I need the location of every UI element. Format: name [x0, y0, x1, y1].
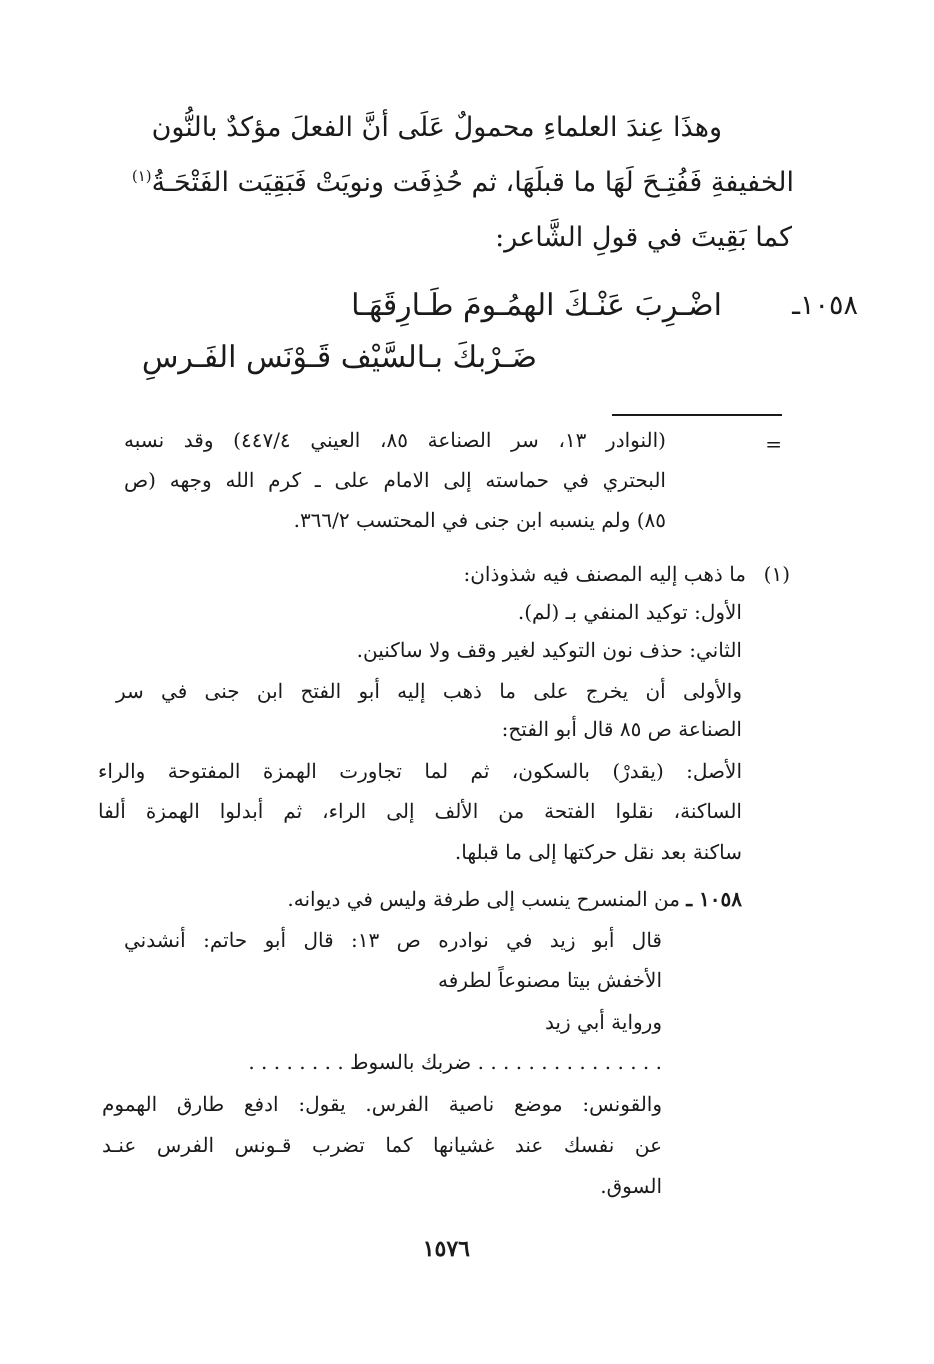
verse-number: ١٠٥٨ـ — [792, 290, 858, 321]
footnote-1058-line-4: والقونس: موضع ناصية الفرس. يقول: ادفع طارق الهموم — [102, 1092, 662, 1116]
footnote-1-line-3: والأولى أن يخرج على ما ذهب إليه أبو الفتح ابن جنى في سر — [116, 679, 742, 703]
footnote-1058-line-3: ورواية أبي زيد — [544, 1010, 662, 1034]
footnote-1-line-4: الصناعة ص ٨٥ قال أبو الفتح: — [501, 717, 742, 741]
footnote-1058-variant: . . . . . . . . . . . . . . . ضربك بالسوط . . . . . . . . — [248, 1050, 662, 1074]
footnote-1058-line-1: قال أبو زيد في نوادره ص ١٣: قال أبو حاتم: أنشدني — [124, 928, 662, 952]
footnote-1-line-6: الساكنة، نقلوا الفتحة من الألف إلى الراء، ثم أبدلوا الهمزة ألفا — [98, 799, 742, 823]
footnote-1058-line-2: الأخفش بيتا مصنوعاً لطرفه — [437, 968, 662, 992]
footnote-1058-line-6: السوق. — [600, 1174, 662, 1198]
footnote-continued-mark: = — [765, 432, 782, 456]
footnote-continued-line-2: البحتري في حماسته إلى الامام على ـ كرم الله وجهه (ص — [124, 468, 666, 492]
footnote-1-line-5: الأصل: (يقدرْ) بالسكون، ثم لما تجاورت الهمزة المفتوحة والراء — [98, 759, 742, 783]
main-text-line-1: وهذَا عِندَ العلماءِ محمولٌ عَلَى أنَّ الفعلَ مؤكدٌ بالنُّون — [151, 112, 722, 143]
footnote-continued-line-1: (النوادر ١٣، سر الصناعة ٨٥، العيني ٤٤٧/٤) وقد نسبه — [124, 428, 666, 452]
footnote-separator — [612, 414, 782, 416]
main-text-line-2-body: الخفيفةِ فَفُتِـحَ لَهَا ما قبلَهَا، ثم حُذِفَت ونويَتْ فَبَقِيَت الفَتْحَـةُ — [151, 167, 794, 198]
footnote-1-line-1: الأول: توكيد المنفي بـ (لم). — [517, 600, 742, 624]
main-text-line-2 — [132, 169, 794, 196]
footnote-ref-1: (١) — [131, 167, 152, 185]
footnote-continued-line-3: ٨٥) ولم ينسبه ابن جنى في المحتسب ٣٦٦/٢. — [293, 508, 666, 532]
footnote-1-line-7: ساكنة بعد نقل حركتها إلى ما قبلها. — [454, 840, 742, 864]
footnote-1-line-2: الثاني: حذف نون التوكيد لغير وقف ولا ساكنين. — [356, 638, 742, 662]
footnote-1058-intro: من المنسرح ينسب إلى طرفة وليس في ديوانه. — [287, 887, 680, 911]
footnote-1058-line-5: عن نفسك عند غشيانها كما تضرب قـونس الفرس عنـد — [102, 1133, 662, 1157]
verse-hemistich-2: ضَـرْبكَ بـالسَّيْف قَـوْنَس الفَـرسِ — [141, 340, 537, 375]
verse-hemistich-1: اضْـرِبَ عَنْـكَ الهمُـومَ طَـارِقَهَـا — [351, 288, 722, 323]
footnote-1058-number: ١٠٥٨ ـ — [686, 887, 742, 911]
footnote-1-number: (١) — [763, 562, 790, 586]
page-number: ١٥٧٦ — [422, 1236, 470, 1262]
footnote-1-intro: ما ذهب إليه المصنف فيه شذوذان: — [463, 562, 746, 586]
main-text-line-3: كما بَقِيتَ في قولِ الشَّاعر: — [495, 222, 792, 253]
